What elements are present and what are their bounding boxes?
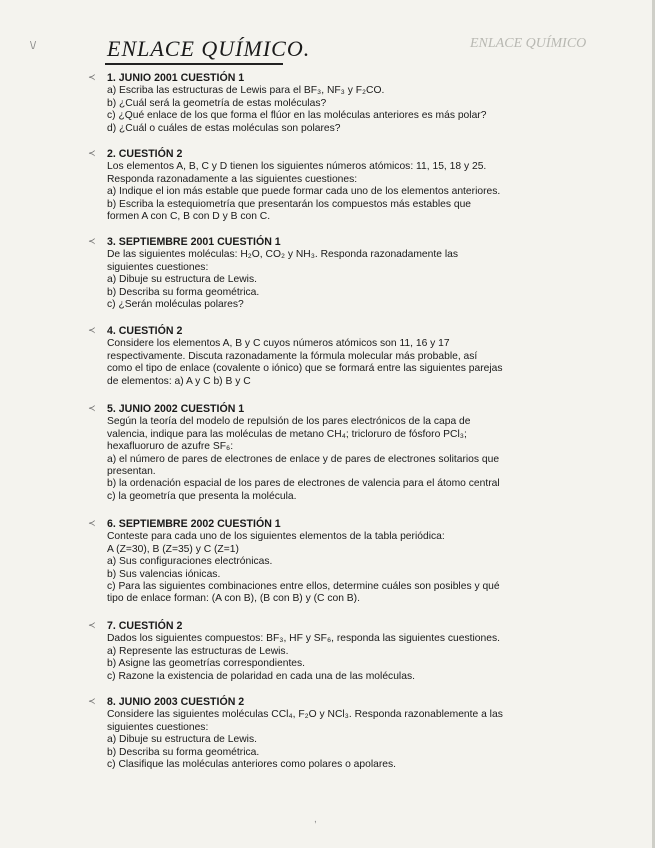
question-line: a) Dibuje su estructura de Lewis. [107, 734, 257, 746]
question-line: presentan. [107, 466, 156, 478]
question-heading: 1. JUNIO 2001 CUESTIÓN 1 [107, 72, 245, 84]
question-line: a) Indique el ion más estable que puede formar cada uno de los elementos anteriores. [107, 186, 501, 198]
question-heading: 8. JUNIO 2003 CUESTIÓN 2 [107, 696, 245, 708]
page-title: ENLACE QUÍMICO. [107, 36, 311, 61]
question-line: a) Dibuje su estructura de Lewis. [107, 274, 257, 286]
question-heading: 6. SEPTIEMBRE 2002 CUESTIÓN 1 [107, 518, 281, 530]
question-line: A (Z=30), B (Z=35) y C (Z=1) [107, 543, 239, 555]
question-line: c) Clasifique las moléculas anteriores como polares o apolares. [107, 759, 397, 771]
question-line: Considere los elementos A, B y C cuyos números atómicos son 11, 16 y 17 [107, 338, 450, 350]
question-line: Dados los siguientes compuestos: BF₃, HF y SF₆, responda las siguientes cuestiones. [107, 633, 500, 645]
question-line: a) el número de pares de electrones de enlace y de pares de electrones solitarios que [107, 453, 500, 465]
question-line: b) Asigne las geometrías correspondientes. [107, 658, 306, 670]
question-4 [88, 325, 541, 388]
question-line: a) Escriba las estructuras de Lewis para el BF₃, NF₃ y F₂CO. [107, 85, 385, 97]
check-mark-icon: ≺ [88, 519, 96, 529]
question-heading: 3. SEPTIEMBRE 2001 CUESTIÓN 1 [107, 236, 281, 248]
question-line: como el tipo de enlace (covalente o iónico) que se formará entre las siguientes parejas [107, 363, 503, 375]
check-mark-icon: ≺ [88, 237, 96, 247]
question-line: Considere las siguientes moléculas CCl₄, F₂O y NCl₃. Responda razonablemente a las [107, 709, 503, 721]
question-heading: 2. CUESTIÓN 2 [107, 148, 183, 160]
question-line: a) Sus configuraciones electrónicas. [107, 556, 273, 568]
question-line: b) Escriba la estequiometría que presentarán los compuestos más estables que [107, 198, 472, 210]
question-line: siguientes cuestiones: [107, 261, 209, 273]
question-line: Los elementos A, B, C y D tienen los siguientes números atómicos: 11, 15, 18 y 25. [107, 161, 487, 173]
title-underline [105, 63, 283, 65]
question-1 [88, 72, 541, 135]
question-line: c) Razone la existencia de polaridad en cada una de las moléculas. [107, 670, 415, 682]
question-line: hexafluoruro de azufre SF₆: [107, 441, 234, 453]
question-3 [88, 236, 541, 311]
question-line: c) ¿Serán moléculas polares? [107, 299, 244, 311]
question-line: Según la teoría del modelo de repulsión de los pares electrónicos de la capa de [107, 416, 471, 428]
question-line: siguientes cuestiones: [107, 721, 209, 733]
question-5 [88, 403, 541, 503]
check-mark-icon: ≺ [88, 697, 96, 707]
question-line: b) Describa su forma geométrica. [107, 286, 260, 298]
question-line: c) la geometría que presenta la molécula. [107, 490, 297, 502]
question-heading: 7. CUESTIÓN 2 [107, 620, 183, 632]
question-line: d) ¿Cuál o cuáles de estas moléculas son polares? [107, 122, 341, 134]
question-line: tipo de enlace forman: (A con B), (B con B) y (C con B). [107, 593, 360, 605]
check-mark-icon: ≺ [88, 404, 96, 414]
question-line: Responda razonadamente a las siguientes cuestiones: [107, 173, 358, 185]
question-line: Conteste para cada uno de los siguientes elementos de la tabla periódica: [107, 531, 445, 543]
check-mark-icon: ≺ [88, 621, 96, 631]
question-8 [88, 696, 541, 771]
question-heading: 5. JUNIO 2002 CUESTIÓN 1 [107, 403, 245, 415]
question-line: de elementos: a) A y C b) B y C [107, 375, 251, 387]
stray-mark: , [314, 814, 317, 825]
question-line: b) Sus valencias iónicas. [107, 568, 221, 580]
question-line: De las siguientes moléculas: H₂O, CO₂ y NH₃. Responda razonadamente las [107, 249, 458, 261]
question-line: formen A con C, B con D y B con C. [107, 211, 271, 223]
question-heading: 4. CUESTIÓN 2 [107, 325, 183, 337]
check-mark-icon: ≺ [88, 149, 96, 159]
question-line: a) Represente las estructuras de Lewis. [107, 645, 289, 657]
question-line: b) la ordenación espacial de los pares de electrones de valencia para el átomo central [107, 478, 500, 490]
bleed-through-text: ENLACE QUÍMICO [470, 36, 587, 51]
question-line: respectivamente. Discuta razonadamente la fórmula molecular más probable, así [107, 350, 478, 362]
check-mark-icon: ≺ [88, 326, 96, 336]
question-line: b) Describa su forma geométrica. [107, 746, 260, 758]
check-mark-icon: ≺ [88, 73, 96, 83]
question-7 [88, 620, 541, 683]
question-2 [88, 148, 541, 223]
question-line: c) Para las siguientes combinaciones entre ellos, determine cuáles son posibles y qué [107, 581, 500, 593]
question-6 [88, 518, 541, 606]
question-line: c) ¿Qué enlace de los que forma el flúor en las moléculas anteriores es más polar? [107, 110, 487, 122]
margin-mark: \/ [30, 40, 37, 52]
question-line: b) ¿Cuál será la geometría de estas moléculas? [107, 97, 327, 109]
question-line: valencia, indique para las moléculas de metano CH₄; tricloruro de fósforo PCl₃; [107, 428, 467, 440]
